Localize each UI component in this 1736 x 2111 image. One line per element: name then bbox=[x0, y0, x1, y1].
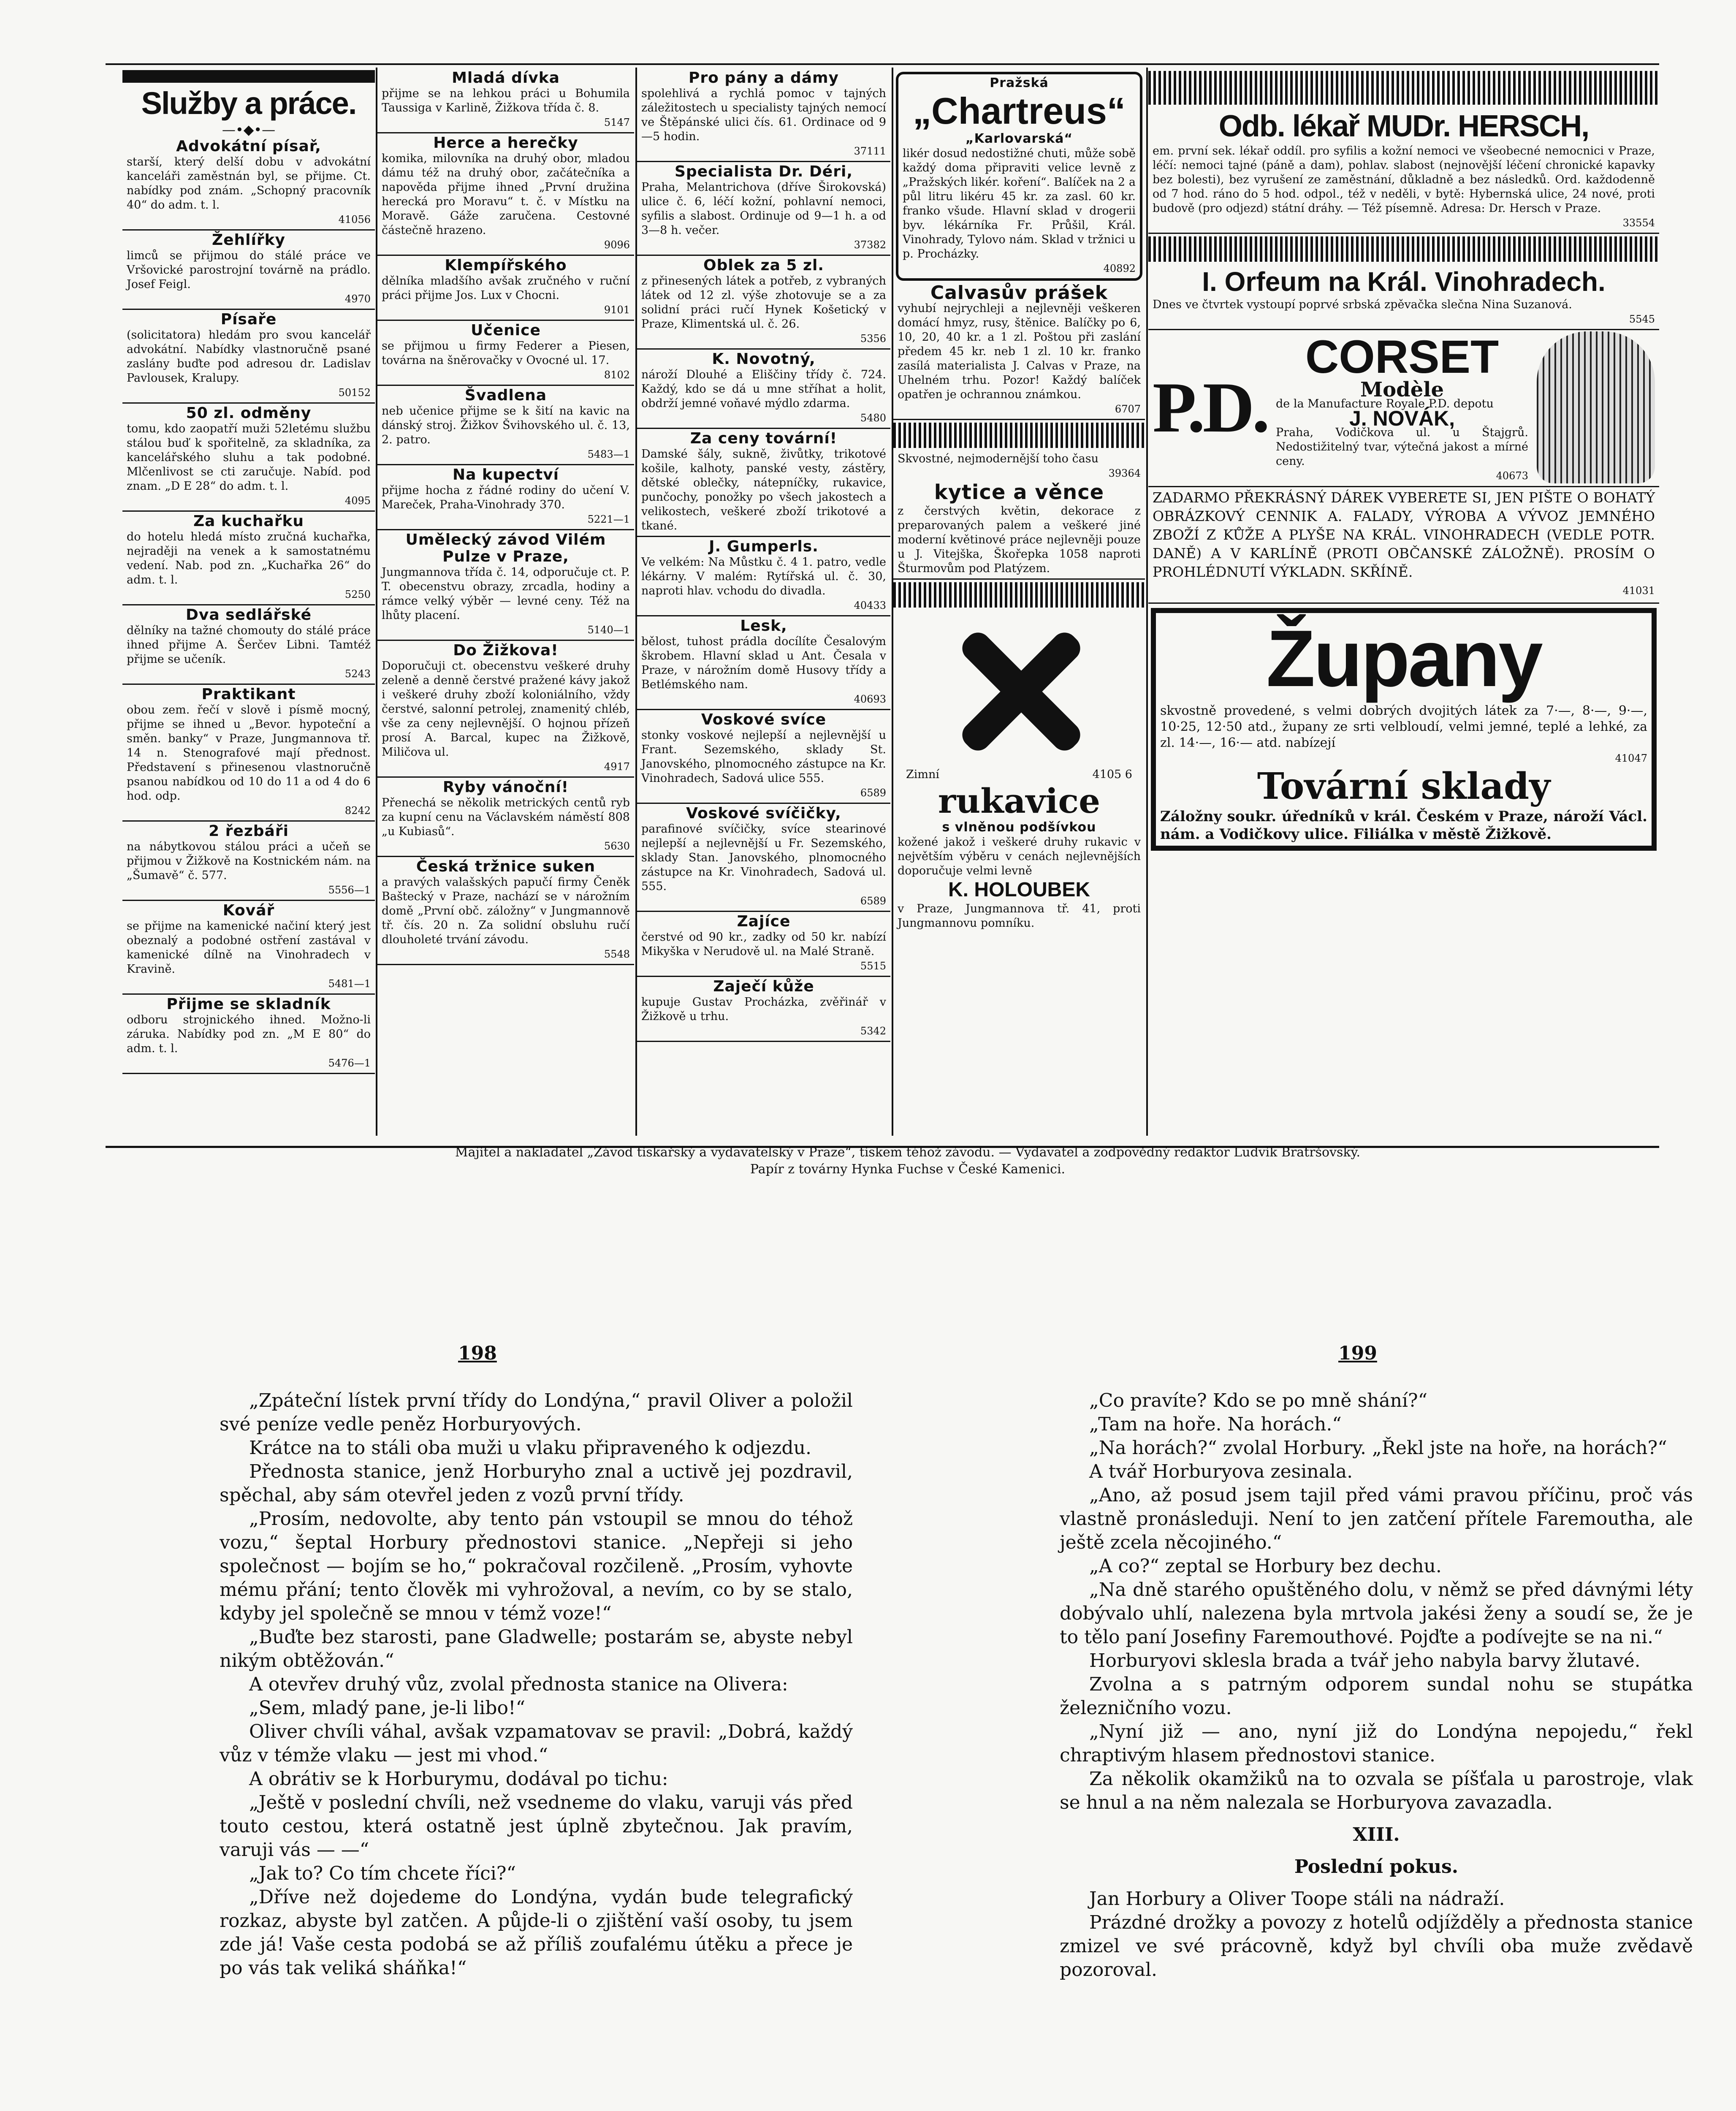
header-rule bbox=[122, 70, 375, 83]
story-column-left bbox=[220, 1389, 853, 1980]
classified-ad bbox=[637, 350, 890, 429]
ad-number: 5515 bbox=[860, 960, 886, 972]
ad-text: přijme hocha z řádné rodiny do učení V. Mareček, Praha-Vinohrady 370. bbox=[382, 484, 630, 511]
ad-headline: J. Gumperls. bbox=[709, 538, 819, 555]
classified-ad bbox=[637, 68, 890, 162]
imprint-line-2: Papír z továrny Hynka Fuchse v České Kamenici. bbox=[750, 1162, 1066, 1177]
classified-ad bbox=[637, 256, 890, 350]
classified-ad bbox=[122, 685, 375, 822]
ad-text: dělníka mladšího avšak zručného v ruční práci přijme Jos. Lux v Chocni. bbox=[382, 274, 630, 302]
ad-text: se přijmou u firmy Federer a Piesen, továrna na šněrovačky v Ovocné ul. 17. bbox=[382, 339, 630, 367]
ad-text: na nábytkovou stálou práci a učeň se přijmou v Žižkově na Kostnickém nám. na „Šumavě“ č. 577. bbox=[127, 840, 371, 882]
classified-ad bbox=[122, 404, 375, 512]
hersch-ad bbox=[1148, 107, 1659, 234]
ad-number: 6707 bbox=[1115, 403, 1141, 415]
ad-headline: Oblek za 5 zl. bbox=[703, 257, 824, 274]
ad-number: 5342 bbox=[860, 1025, 886, 1037]
ad-number: 5481—1 bbox=[328, 978, 371, 990]
ad-text: odboru strojnického ihned. Možno-li záruka. Nabídky pod zn. „M E 80“ do adm. t. l. bbox=[127, 1013, 371, 1055]
chartreus-sub: „Karlovarská“ bbox=[965, 131, 1073, 146]
ad-headline: Voskové svíce bbox=[701, 711, 827, 728]
ad-number: 5356 bbox=[860, 333, 886, 345]
ad-headline: Klempířského bbox=[445, 257, 567, 274]
ad-number: 4105 6 bbox=[1092, 768, 1132, 781]
ad-number: 6589 bbox=[860, 787, 886, 799]
ad-text: Praha, Melantrichova (dříve Širokovská) ulice č. 6, léčí kožní, pohlavní nemoci, syfilis a slabost. Ordinuje od 9—1 h. a od 3—8 h. večer. bbox=[641, 181, 886, 237]
ad-text: se přijme na kamenické načiní který jest obeznalý a podobné ostření zastával v kamenické dílně na Vinohradech v Kravině. bbox=[127, 920, 371, 976]
classified-ad bbox=[122, 231, 375, 310]
story-paragraph: „Na dně starého opuštěného dolu, v němž se před dávnými léty dobývalo uhlí, nalezena byla mrtvola jakési ženy a soudí se, že je to tělo paní Josefiny Faremouthové. Pojďte a podívejte se na ni.“ bbox=[1060, 1579, 1693, 1648]
classified-ad bbox=[377, 386, 634, 465]
ad-headline: Švadlena bbox=[464, 387, 547, 404]
rukavice-ad bbox=[893, 610, 1145, 933]
ad-number: 39364 bbox=[1108, 467, 1141, 479]
story-paragraph: Přednosta stanice, jenž Horburyho znal a uctivě jej pozdravil, spěchal, aby sám otevřel jeden z vozů první třídy. bbox=[220, 1461, 853, 1506]
corset-word: CORSET bbox=[1305, 331, 1499, 383]
ad-number: 41056 bbox=[338, 214, 371, 225]
story-paragraph: „A co?“ zeptal se Horbury bez dechu. bbox=[1089, 1555, 1442, 1577]
story-paragraph: Jan Horbury a Oliver Toope stáli na nádraží. bbox=[1089, 1888, 1505, 1910]
ad-number: 4917 bbox=[604, 761, 630, 773]
hersch-text: em. první sek. lékař oddíl. pro syfilis a kožní nemoci ve všeobecné nemocnici v Praze, léčí: nemoci tajné (páně a dam), pohlav. slabost (nejnovější léčení chronické kapavky bez bolesti), bez vyrušení ze zaměstnání, důkladně a bez následků. Ord. každodenně od 7 hod. ráno do 5 hod. odpol., též v neděli, v bytě: Hybernská ulice, 24 nové, proti budově (pro odjezd) státní dráhy. — Též písemně. Adresa: Dr. Hersch v Praze. bbox=[1153, 144, 1655, 215]
classified-ad bbox=[377, 857, 634, 965]
classified-ad bbox=[637, 162, 890, 256]
ad-headline: Specialista Dr. Déri, bbox=[674, 163, 853, 180]
classified-ad bbox=[122, 901, 375, 995]
story-paragraph: „Prosím, nedovolte, aby tento pán vstoupil se mnou do téhož vozu,“ šeptal Horbury přednostovi stanice. „Nepřeji si jeho společnost — bojím se ho,“ pokračoval rozčileně. „Prosím, vyhovte mému přání; tento člověk mi vyhrožoval, a nevím, co by se stalo, kdyby jel společně se mnou v témž voze!“ bbox=[220, 1508, 853, 1624]
ad-list bbox=[377, 68, 634, 965]
column-ads-2 bbox=[377, 68, 634, 965]
chartreus-text: likér dosud nedostižné chuti, může sobě každý doma připraviti velice levně z „Pražských likér. koření“. Balíček na 2 a půl litru likéru 45 kr. za zasl. 60 kr. franko všude. Hlavní sklad v drogerii byv. lékárníka Fr. Průšil, Král. Vinohrady, Tylovo nám. Sklad v tržnici u p. Procházky. bbox=[903, 147, 1136, 260]
orfeum-ad bbox=[1148, 264, 1659, 330]
ad-text: nároží Dlouhé a Eliščiny třídy č. 724. Každý, kdo se dá u mne stříhat a holit, obdrží jemné voňavé mýdlo zdarma. bbox=[641, 368, 886, 410]
ad-text: Jungmannova třída č. 14, odporučuje ct. P. T. obecenstvu obrazy, zrcadla, hodiny a rámce velký výběr — levné ceny. Též na lhůty placení. bbox=[382, 566, 630, 622]
chapter-number: XIII. bbox=[1353, 1824, 1400, 1845]
ad-text: limců se přijmou do stálé práce ve Vršovické parostrojní továrně na prádlo. Josef Feigl. bbox=[127, 249, 371, 291]
classified-ad bbox=[122, 137, 375, 231]
ornament-divider: —•◆•— bbox=[222, 122, 276, 138]
ornament-band bbox=[893, 582, 1145, 608]
classified-ad bbox=[377, 321, 634, 386]
chartreus-pre: Pražská bbox=[990, 76, 1049, 90]
classified-ad bbox=[122, 310, 375, 404]
ad-headline: Lesk, bbox=[740, 617, 787, 635]
classified-ad bbox=[122, 605, 375, 685]
story-paragraph: „Tam na hoře. Na horách.“ bbox=[1089, 1414, 1342, 1435]
imprint-line-1: Majitel a nakladatel „Závod tiskařský a vydavatelský v Praze“, tiskem téhož závodu. — Vydavatel a zodpovědný redaktor Ludvík Bratršovský. bbox=[455, 1145, 1361, 1160]
ad-list bbox=[637, 68, 890, 1042]
classified-ad bbox=[122, 995, 375, 1074]
ad-number: 5556—1 bbox=[328, 884, 371, 896]
ad-number: 5221—1 bbox=[587, 513, 630, 525]
ad-text: neb učenice přijme se k šití na kavic na dánský stroj. Žižkov Švihovského ul. č. 13, 2. patro. bbox=[382, 404, 630, 446]
ad-text: komika, milovníka na druhý obor, mladou dámu též na druhý obor, začátečníka a napověda přijme ihned „První družina herecká pro Moravu“ t. č. v Místku na Moravě. Gáže zaručena. Cestovné částečně hrazeno. bbox=[382, 152, 630, 237]
story-column-right bbox=[1060, 1389, 1693, 1982]
ad-number: 5250 bbox=[344, 589, 371, 600]
classified-ad bbox=[122, 822, 375, 901]
classified-ad bbox=[637, 429, 890, 537]
ad-text: z přinesených látek a potřeb, z vybraných látek od 12 zl. výše zhotovuje se a za solidní práci ručí Hynek Košetický v Praze, Klimentská ul. č. 26. bbox=[641, 274, 886, 331]
ad-number: 5476—1 bbox=[328, 1057, 371, 1069]
ad-text: spolehlivá a rychlá pomoc v tajných záležitostech u specialisty tajných nemocí ve Štěpánské ulici čís. 61. Ordinace od 9—5 hodin. bbox=[641, 87, 886, 143]
ornament-band bbox=[1148, 71, 1659, 105]
chapter-title: Poslední pokus. bbox=[1294, 1856, 1459, 1878]
classified-ad bbox=[637, 804, 890, 912]
ornament-band bbox=[1148, 236, 1659, 262]
ad-text: tomu, kdo zaopatří muži 52letému službu stálou buď k spořitelně, za skladníka, za kancelářského sluhu a tak podobné. Mlčenlivost se cti zaručuje. Nabíd. pod znam. „D E 28“ do adm. t. l. bbox=[127, 422, 371, 493]
story-paragraph: Prázdné drožky a povozy z hotelů odjížděly a přednosta stanice zmizel ve své prácovně, když byl chvíli oba muže zvědavě pozoroval. bbox=[1060, 1912, 1693, 1981]
ad-number: 37382 bbox=[854, 239, 886, 251]
rukavice-sub: s vlněnou podšívkou bbox=[942, 820, 1096, 835]
ad-headline: Na kupectví bbox=[452, 466, 559, 483]
chartreus-ad bbox=[896, 72, 1142, 281]
ad-number: 50152 bbox=[338, 387, 371, 399]
story-paragraph: A tvář Horburyova zesinala. bbox=[1089, 1461, 1353, 1482]
ad-headline: 2 řezbáři bbox=[209, 822, 289, 840]
story-paragraph: „Co pravíte? Kdo se po mně shání?“ bbox=[1089, 1390, 1428, 1411]
ad-headline: 50 zl. odměny bbox=[186, 404, 312, 422]
story-paragraph: „Buďte bez starosti, pane Gladwelle; postarám se, abyste nebyl nikým obtěžován.“ bbox=[220, 1626, 853, 1671]
hersch-title: Odb. lékař MUDr. HERSCH, bbox=[1218, 109, 1589, 143]
ad-text: Přenechá se několik metrických centů ryb za kupní cenu na Václavském náměstí 808 „u Kubiasů“. bbox=[382, 796, 630, 838]
story-paragraph: Za několik okamžiků na to ozvala se píšťala u parostroje, vlak se hnul a na něm nalezala se Horburyova zavazadla. bbox=[1060, 1768, 1693, 1813]
ad-headline: Praktikant bbox=[201, 686, 296, 703]
ad-number: 40693 bbox=[854, 693, 886, 705]
ornament-band bbox=[893, 423, 1145, 448]
ad-text: obou zem. řečí v slově i písmě mocný, přijme se ihned u „Bevor. hypoteční a směn. banky“ v Praze, Jungmannova tř. 14 n. Stenografové mají přednost. Představení s přinesenou vlastnoručně psanou nabídkou od 10 do 11 a od 4 do 6 hod. odp. bbox=[127, 703, 371, 803]
ad-headline: Učenice bbox=[471, 322, 541, 339]
ad-number: 40673 bbox=[1496, 470, 1528, 482]
ad-text: Ve velkém: Na Můstku č. 4 1. patro, vedle lékárny. V malém: Rytířská ul. č. 30, naproti hlav. vchodu do divadla. bbox=[641, 556, 886, 597]
ad-headline: Ryby vánoční! bbox=[442, 779, 569, 796]
story-paragraph: „Jak to? Co tím chcete říci?“ bbox=[249, 1863, 516, 1884]
story-paragraph: „Sem, mladý pane, je-li libo!“ bbox=[249, 1697, 526, 1719]
corset-illustration bbox=[1537, 331, 1655, 483]
ad-text: starší, který delší dobu v advokátní kanceláři zaměstnán byl, se přijme. Ct. nabídky pod znám. „Schopný pracovník 40“ do adm. t. l. bbox=[127, 155, 371, 212]
zupany-head2: Tovární sklady bbox=[1257, 765, 1551, 808]
ad-headline: K. Novotný, bbox=[712, 350, 816, 368]
page-number-left: 198 bbox=[458, 1343, 497, 1364]
ad-text: bělost, tuhost prádla docílíte Česalovým škrobem. Hlavní sklad u Ant. Česala v Praze, v nárožním domě Husovy třídy a Betlémského nam. bbox=[641, 635, 886, 691]
ad-headline: Pro pány a dámy bbox=[689, 69, 839, 87]
rukavice-firm: K. HOLOUBEK bbox=[948, 879, 1090, 901]
ad-headline: Voskové svíčičky, bbox=[686, 805, 841, 822]
ad-headline: Písaře bbox=[220, 311, 277, 328]
ad-number: 5243 bbox=[344, 668, 371, 680]
ad-text: (solicitatora) hledám pro svou kancelář advokátní. Nabídky vlastnoručně psané zaslány buďte pod adresou dr. Ladislav Pavlousek, Kralupy. bbox=[127, 328, 371, 385]
classified-ad bbox=[637, 537, 890, 616]
story-paragraph: „Ještě v poslední chvíli, než vsedneme do vlaku, varuji vás před touto cestou, která ostatně jest úplně zbytečnou. Jak pravím, varuji vás — —“ bbox=[220, 1792, 853, 1861]
ad-headline: Dva sedlářské bbox=[186, 606, 312, 624]
ad-headline: Mladá dívka bbox=[452, 69, 560, 87]
ad-number: 9101 bbox=[604, 304, 630, 316]
ad-headline: Zajíce bbox=[737, 913, 791, 930]
classified-ad bbox=[377, 68, 634, 133]
calvas-text: vyhubí nejrychleji a nejlevněji veškeren domácí hmyz, rusy, štěnice. Balíčky po 6, 10, 20, 40 kr. a 1 zl. Poštou při zaslání předem 45 kr. neb 1 zl. 10 kr. franko zasílá materialista J. Calvas v Praze, na Uhelném trhu. Pozor! Každý balíček opatřen je ochrannou známkou. bbox=[898, 302, 1141, 401]
story-paragraph: „Nyní již — ano, nyní již do Londýna nepojedu,“ řekl chraptivým hlasem přednostovi stanice. bbox=[1060, 1721, 1693, 1766]
ad-text: parafinové svíčičky, svíce stearinové nejlepší a nejlevnější u Fr. Sezemského, sklady Stan. Janovského, plnomocného zástupce na Kr. Vinohradech, Sadová ul. 555. bbox=[641, 822, 886, 893]
ad-text: stonky voskové nejlepší a nejlevnější u Frant. Sezemského, sklady St. Janovského, plnomocného zástupce na Kr. Vinohradech, Sadová ulice 555. bbox=[641, 729, 886, 785]
classified-ad bbox=[637, 616, 890, 710]
ad-number: 5548 bbox=[604, 948, 630, 960]
classified-ad bbox=[637, 977, 890, 1042]
rukavice-text: kožené jakož i veškeré druhy rukavic v největším výběru v cenách nejlevnějších doporučuje velmi levně bbox=[898, 836, 1141, 877]
story-paragraph: Krátce na to stáli oba muži u vlaku připraveného k odjezdu. bbox=[249, 1437, 811, 1459]
zupany-text: skvostně provedené, s velmi dobrých dvojitých látek za 7·—, 8·—, 9·—, 10·25, 12·50 atd., župany ze srti velbloudí, velmi jemné, teplé a lehké, za zl. 14·—, 16·— atd. nabízejí bbox=[1160, 703, 1647, 750]
falady-ad bbox=[1148, 487, 1659, 604]
ad-number: 41047 bbox=[1615, 752, 1647, 764]
ad-headline: Do Žižkova! bbox=[453, 642, 559, 659]
story-paragraph: Horburyovi sklesla brada a tvář jeho nabyla barvy žlutavé. bbox=[1089, 1650, 1641, 1671]
calvas-head: Calvasův prášek bbox=[930, 282, 1108, 304]
ad-text: čerstvé od 90 kr., zadky od 50 kr. nabízí Mikyška v Nerudově ul. na Malé Straně. bbox=[641, 931, 886, 958]
classified-ad bbox=[377, 530, 634, 641]
ad-text: dělníky na tažné chomouty do stálé práce ihned přijme A. Šerčev Libni. Tamtéž přijme se učeník. bbox=[127, 624, 371, 666]
story-paragraph: Zvolna a s patrným odporem sundal nohu se stupátka železničního vozu. bbox=[1060, 1674, 1693, 1719]
column-ads-4 bbox=[893, 68, 1145, 933]
ad-number: 5480 bbox=[860, 412, 886, 424]
ad-headline: Za kuchařku bbox=[193, 513, 304, 530]
ad-number: 33554 bbox=[1622, 217, 1655, 229]
ad-number: 5545 bbox=[1629, 313, 1655, 325]
kytice-text: z čerstvých květin, dekorace z preparovaných palem a veškeré jiné moderní květinové práce nejlevněji pouze u J. Vitejška, Škořepka 1058 naproti Šturmovům pod Platýzem. bbox=[898, 505, 1141, 575]
classified-ad bbox=[377, 256, 634, 321]
section-title: Služby a práce. bbox=[141, 86, 356, 121]
ad-headline: Kovář bbox=[222, 902, 275, 919]
corset-ad bbox=[1148, 330, 1659, 487]
rukavice-addr: v Praze, Jungmannova tř. 41, proti Jungmannovu pomníku. bbox=[898, 902, 1141, 930]
pd-logo: P.D. bbox=[1153, 368, 1268, 447]
ad-number: 5483—1 bbox=[587, 448, 630, 460]
classified-ad bbox=[122, 512, 375, 605]
ad-number: 6589 bbox=[860, 895, 886, 907]
zupany-text2: Záložny soukr. úředníků v král. Českém v Praze, nároží Václ. nám. a Vodičkovy ulice. Filiálka v městě Žižkově. bbox=[1160, 808, 1647, 843]
calvas-ad bbox=[893, 283, 1145, 420]
orfeum-title: I. Orfeum na Král. Vinohradech. bbox=[1202, 266, 1606, 297]
classified-ad bbox=[377, 133, 634, 256]
story-paragraph: Oliver chvíli váhal, avšak vzpamatovav se pravil: „Dobrá, každý vůz v témže vlaku — jest mi vhod.“ bbox=[220, 1721, 853, 1766]
zupany-ad bbox=[1151, 608, 1657, 851]
column-ads-3 bbox=[637, 68, 890, 1042]
ad-text: a pravých valašských papučí firmy Čeněk Baštecký v Praze, nachází se v nárožním domě „První obč. záložny“ v Jungmannově tř. čís. 20 n. Za solidní obsluhu ručí dlouholeté trvání závodu. bbox=[382, 876, 630, 946]
column-ads-5 bbox=[1148, 68, 1659, 855]
ad-headline: Herce a herečky bbox=[433, 134, 578, 152]
page-number-right: 199 bbox=[1338, 1343, 1377, 1364]
ad-number: 8102 bbox=[604, 369, 630, 381]
chartreus-title: „Chartreus“ bbox=[913, 90, 1126, 132]
ad-number: 9096 bbox=[604, 239, 630, 251]
ad-headline: Žehlířky bbox=[212, 231, 285, 249]
ad-list bbox=[122, 137, 375, 1074]
classified-ad bbox=[377, 778, 634, 857]
imprint bbox=[211, 1144, 1604, 1178]
corset-text1: de la Manufacture Royale P.D. depotu bbox=[1276, 397, 1494, 410]
story-paragraph: A otevřev druhý vůz, zvolal přednosta stanice na Olivera: bbox=[249, 1674, 788, 1695]
story-paragraph: A obrátiv se k Horburymu, dodával po tichu: bbox=[249, 1768, 668, 1790]
ad-number: 4970 bbox=[344, 293, 371, 305]
corset-modele: Modèle bbox=[1360, 378, 1444, 402]
ad-number: 5140—1 bbox=[587, 624, 630, 636]
ad-headline: Přijme se skladník bbox=[166, 996, 331, 1013]
corset-text2: Praha, Vodičkova ul. u Štajgrů. Nedostižitelný tvar, výtečná jakost a mírné ceny. bbox=[1276, 426, 1528, 468]
zupany-title: Župany bbox=[1266, 614, 1541, 703]
ad-number: 40433 bbox=[854, 600, 886, 611]
orfeum-text: Dnes ve čtvrtek vystoupí poprvé srbská zpěvačka slečna Nina Suzanová. bbox=[1153, 298, 1572, 311]
ad-number: 40892 bbox=[1103, 263, 1136, 274]
ad-text: do hotelu hledá místo zručná kuchařka, nejraději na venek a k samostatnému vedení. Nab. pod zn. „Kuchařka 26“ do adm. t. l. bbox=[127, 530, 371, 586]
ad-text: kupuje Gustav Procházka, zvěřinář v Žižkově u trhu. bbox=[641, 996, 886, 1023]
story-paragraph: „Dříve než dojedeme do Londýna, vydán bude telegrafický rozkaz, abyste byl zatčen. A půjde-li o zjištění vaší osoby, tu jsem zde já! Vaše cesta podobá se až příliš zoufalému útěku a přece je po vás tak veliká sháňka!“ bbox=[220, 1886, 853, 1979]
story-paragraph: „Na horách?“ zvolal Horbury. „Řekl jste na hoře, na horách?“ bbox=[1089, 1437, 1667, 1459]
ad-number: 4095 bbox=[344, 495, 371, 507]
story-paragraph: „Ano, až posud jsem tajil před vámi pravou příčinu, proč vás vlastně pronásleduji. Není to jen zatčení přítele Faremoutha, ale ještě zcela něcojiného.“ bbox=[1060, 1484, 1693, 1553]
rukavice-pre: Zimní bbox=[906, 768, 940, 781]
ad-text: Damské šály, sukně, živůtky, trikotové košile, kalhoty, panské vesty, zástěry, dětské oblečky, nátepníčky, rukavice, punčochy, ponožky po všech jakostech a velikostech, veškeré zboží trikotové a tkané. bbox=[641, 448, 886, 532]
ad-headline: Zaječí kůže bbox=[713, 978, 814, 995]
story-paragraph: „Zpáteční lístek první třídy do Londýna,“ pravil Oliver a položil své peníze vedle peněz Horburyových. bbox=[220, 1390, 853, 1435]
kytice-head: kytice a věnce bbox=[934, 480, 1104, 504]
ad-number: 37111 bbox=[854, 145, 886, 157]
ad-text: Doporučuji ct. obecenstvu veškeré druhy zeleně a denně čerstvé pražené kávy jakož i veškeré druhy zboží koloniálního, vždy čerstvé, salonní petrolej, znamenitý chléb, vše za ceny nejlevnější. O hojnou přízeň prosí A. Barcal, kupec na Žižkově, Miličova ul. bbox=[382, 659, 630, 759]
column-services bbox=[122, 68, 375, 1074]
classified-ad bbox=[377, 465, 634, 530]
ad-headline: Advokátní písař, bbox=[176, 138, 321, 155]
ad-headline: Za ceny tovární! bbox=[690, 430, 838, 447]
classified-ad bbox=[637, 710, 890, 804]
corset-firm: J. NOVÁK, bbox=[1349, 407, 1455, 430]
column-rule bbox=[1146, 68, 1148, 1136]
kytice-pre: Skvostné, nejmodernější toho času bbox=[898, 452, 1099, 465]
falady-text: ZADARMO PŘEKRÁSNÝ DÁREK VYBERETE SI, JEN PIŠTE O BOHATÝ OBRÁZKOVÝ CENNIK A. FALADY, VÝROBA A VÝVOZ JEMNÉHO ZBOŽÍ Z KŮŽE A PLYŠE NA KRÁL. VINOHRADECH (VEDLE POTR. DANĚ) A V KARLÍNĚ (PROTI OBČANSKÉ ZÁLOŽNĚ). PROSÍM O PROHLÉDNUTÍ VÝKLADN. SKŘÍNĚ. bbox=[1153, 489, 1655, 580]
ad-headline: Česká tržnice suken bbox=[416, 858, 596, 875]
classified-ad bbox=[637, 912, 890, 977]
kytice-ad bbox=[893, 450, 1145, 580]
gloves-illustration bbox=[952, 624, 1087, 759]
ad-number: 41031 bbox=[1622, 585, 1655, 597]
ad-headline: Umělecký závod Vilém Pulze v Praze, bbox=[405, 531, 606, 565]
rukavice-head: rukavice bbox=[938, 781, 1101, 821]
ad-number: 8242 bbox=[344, 805, 371, 817]
classified-ad bbox=[377, 641, 634, 778]
ad-text: přijme se na lehkou práci u Bohumila Taussiga v Karlině, Žižkova třída č. 8. bbox=[382, 87, 630, 114]
ad-number: 5630 bbox=[604, 840, 630, 852]
ad-number: 5147 bbox=[604, 117, 630, 128]
